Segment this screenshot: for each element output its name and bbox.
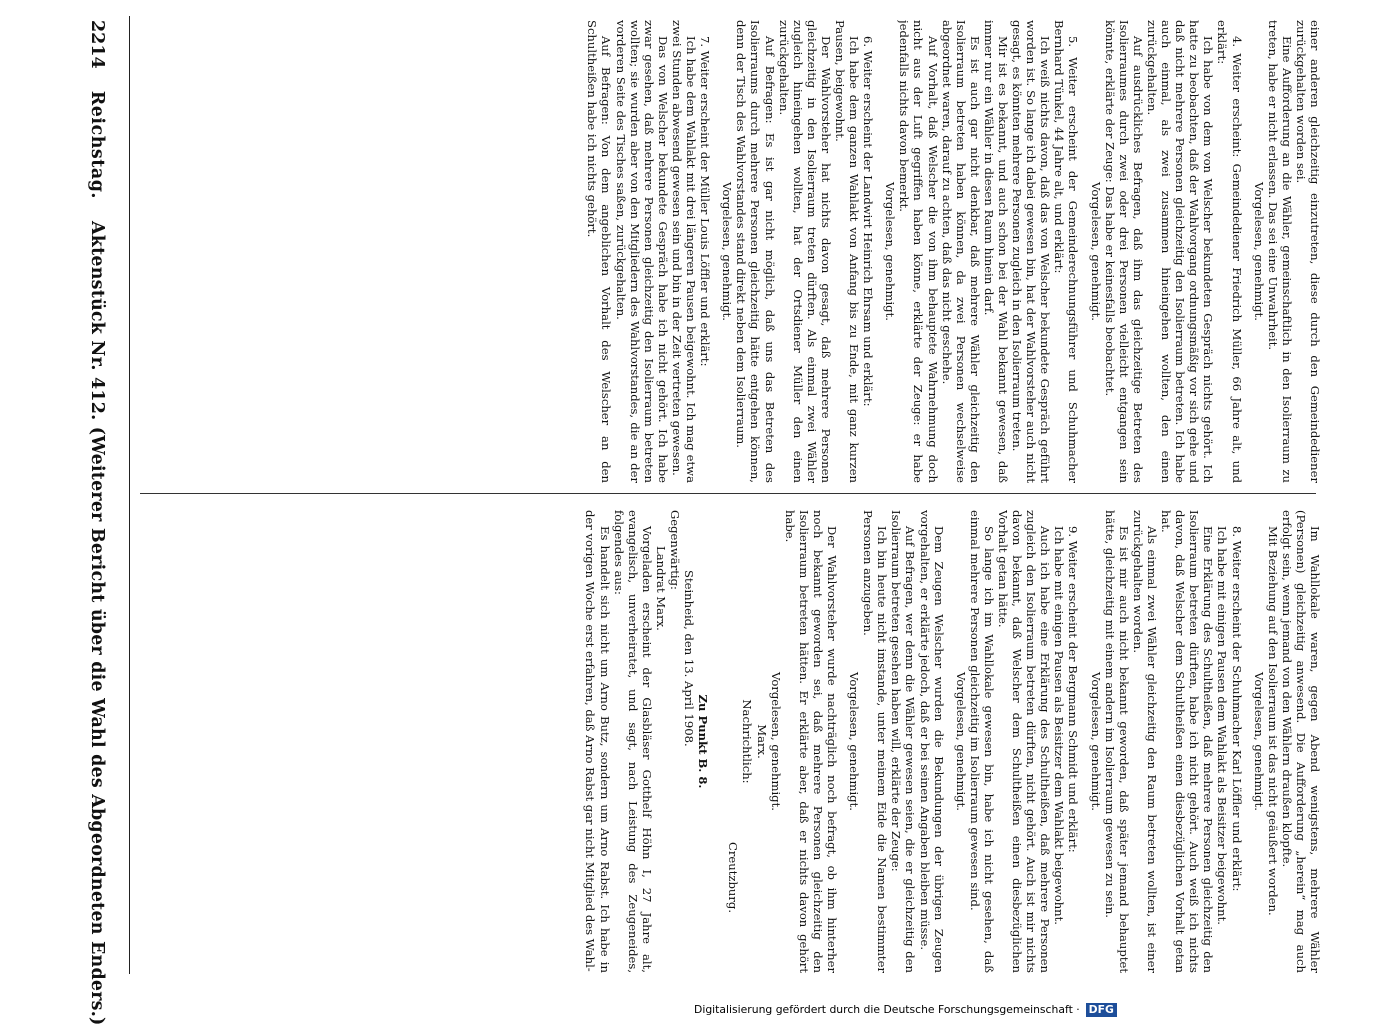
paragraph: Im Wahllokale waren, gegen Abend wenigstens, mehrere Wähler (Personen) gleichzeitig anwesend. Die Aufforderung „herein“ mag auch erfolgt sein, wenn jemand von den Wählern draußen klopfte.	[1279, 510, 1322, 973]
paragraph: Ich habe dem ganzen Wahlakt von Anfang bis zu Ende, mit ganz kurzen Pausen, beigewohnt.	[832, 20, 861, 483]
paragraph: Ich habe von dem von Welscher bekundeten Gespräch nichts gehört. Ich hatte zu beobachten, daß der Wahlvorgang ordnungsmäßig vor sich gehe und daß nicht mehrere Personen gleichzeitig den Isolierraum betreten. Ich habe auch einmal, als zwei zusammen hineingehen wollten, den einen zurückgehalten.	[1144, 20, 1215, 483]
witness-heading: 9. Weiter erscheint der Bergmann Schmidt und erklärt:	[1066, 526, 1080, 853]
paragraph: Eine Erklärung des Schultheißen, daß mehrere Personen gleichzeitig den Isolierraum betreten dürften, habe ich nicht gehört. Auch weiß ich nichts davon, daß Welscher dem Schultheißen einen diesbezüglichen Vorhalt getan hat.	[1158, 510, 1215, 973]
approval-note: Vorgelesen, genehmigt.	[1088, 672, 1103, 811]
paragraph: einer anderen gleichzeitig einzutreten, diese durch den Gemeindediener zurückgehalten worden sei.	[1293, 20, 1322, 483]
paragraph: Der Wahlvorsteher hat nichts davon gesagt, daß mehrere Personen gleichzeitig in den Isolierraum treten dürften. Als einmal zwei Wähler zugleich hineingehen wollten, hat der Ortsdiener Müller den einen zurückgehalten.	[776, 20, 833, 483]
paragraph: Auf ausdrückliches Befragen, daß ihm das gleichzeitige Betreten des Isolierraumes durch zwei oder drei Personen vielleicht entgangen sein könnte, erklärte der Zeuge: Das habe er keinesfalls beobachtet.	[1102, 20, 1145, 483]
paragraph: Auf Befragen, wer denn die Wähler gewesen seien, die er gleichzeitig den Isolierraum betreten gesehen haben will, erklärte der Zeuge:	[888, 510, 917, 973]
approval-note: Vorgelesen, genehmigt.	[1251, 182, 1266, 321]
paragraph: Es handelt sich nicht um Arno Butz, sondern um Arno Rabst. Ich habe in der vorigen Woche erst erfahren, daß Arno Rabst gar nicht Mitglied des Wahl-	[583, 510, 612, 973]
page-number: 2214	[86, 20, 107, 69]
approval-note: Vorgelesen, genehmigt.	[846, 672, 861, 811]
note-label: Nachrichtlich:	[739, 699, 754, 784]
witness-heading: 8. Weiter erscheint der Schuhmacher Karl Löffler und erklärt:	[1229, 526, 1244, 892]
paragraph: Ich habe mit einigen Pausen dem Wahlakt als Beisitzer beigewohnt.	[1214, 526, 1229, 925]
page-title: Aktenstück Nr. 412. (Weiterer Bericht über die Wahl des Abgeordneten Enders.)	[86, 221, 107, 1026]
paragraph: Ich bin heute nicht imstande, unter meinem Eide die Namen bestimmter Personen anzugeben.	[860, 510, 889, 973]
paragraph: Auf Befragen: Von dem angeblichen Vorhalt des Welscher an den Schultheißen habe ich nichts gehört.	[584, 20, 613, 483]
paragraph: Ich habe dem Wahlakt mit drei längeren Pausen beigewohnt. Ich mag etwa zwei Stunden abwesend gewesen sein und bin in der Zeit vertreten gewesen.	[669, 20, 698, 483]
paragraph: Der Wahlvorsteher wurde nachträglich noch befragt, ob ihm hinterher noch bekannt geworden sei, daß mehrere Personen gleichzeitig den Isolierraum betreten hätten. Er erklärte aber, daß er nichts davon gehört habe.	[782, 510, 839, 973]
left-column	[142, 20, 1322, 483]
paragraph: Vorgeladen erscheint der Glasbläser Gotthelf Höhn I, 27 Jahre alt, evangelisch, unverheiratet, und sagt, nach Leistung des Zeugeneides, folgendes aus:	[611, 510, 654, 973]
witness-heading: 4. Weiter erscheint: Gemeindediener Friedrich Müller, 66 Jahre alt, und erklärt:	[1214, 20, 1244, 483]
approval-note: Vorgelesen, genehmigt.	[1088, 182, 1103, 321]
dfg-logo: DFG	[1085, 1003, 1116, 1017]
paragraph: Als einmal zwei Wähler gleichzeitig den Raum betreten wollten, ist einer zurückgehalten worden.	[1130, 510, 1159, 973]
approval-note: Vorgelesen, genehmigt.	[768, 672, 783, 811]
paragraph: Es ist mir auch nicht bekannt geworden, daß später jemand behauptet hätte, gleichzeitig mit einem andern im Isolierraum gewesen zu sein.	[1102, 510, 1131, 973]
header-rule	[129, 16, 130, 974]
page-header	[77, 20, 117, 1026]
approval-note: Vorgelesen, genehmigt.	[719, 182, 734, 321]
source-label: Reichstag.	[86, 90, 107, 200]
witness-heading: 7. Weiter erscheint der Müller Louis Löffler und erklärt:	[697, 36, 712, 367]
present-name: Landrat Marx.	[653, 546, 668, 631]
paragraph: Es ist auch gar nicht denkbar, daß mehrere Wähler gleichzeitig den Isolierraum betreten haben können, da zwei Personen wechselweise abgeordnet waren, darauf zu achten, daß das nicht geschehe.	[939, 20, 982, 483]
paragraph: Eine Aufforderung an die Wähler, gemeinschaftlich in den Isolierraum zu treten, habe er nicht erlassen. Das sei eine Unwahrheit.	[1265, 20, 1294, 483]
right-column	[142, 510, 1322, 973]
column-divider	[140, 493, 1316, 494]
signature-marx: Marx.	[754, 724, 769, 759]
paragraph: Auch ich habe eine Erklärung des Schultheißen, daß mehrere Personen zugleich den Isolierraum betreten dürften, nicht gehört. Auch ist mir nichts davon bekannt, daß Welscher dem Schultheißen einen diesbezüglichen Vorhalt getan hätte.	[995, 510, 1052, 973]
paragraph: Auf Vorhalt, daß Welscher die von ihm behauptete Wahrnehmung doch nicht aus der Luft gegriffen haben könne, erklärte der Zeuge: er habe jedenfalls nichts davon bemerkt.	[896, 20, 940, 483]
paragraph: Auf Befragen: Es ist gar nicht möglich, daß uns das Betreten des Isolierraums durch mehrere Personen gleichzeitig hätte entgehen können, denn der Tisch des Wahlvorstandes stand direkt neben dem Isolierraum.	[733, 20, 777, 483]
approval-note: Vorgelesen, genehmigt.	[882, 182, 897, 321]
paragraph: Mir ist es bekannt, und auch schon bei der Wahl bekannt gewesen, daß immer nur ein Wähler in diesen Raum hinein darf.	[981, 20, 1010, 483]
place-date: Steinheid, den 13. April 1908.	[681, 570, 696, 747]
paragraph: Ich habe mit einigen Pausen als Beisitzer dem Wahlakt beigewohnt.	[1051, 526, 1066, 925]
signature-creutzburg: Creutzburg.	[725, 841, 740, 913]
digitization-credit	[694, 1000, 1334, 1020]
section-heading: Zu Punkt B. 8.	[695, 694, 710, 789]
paragraph: Mit Beziehung auf den Isolierraum ist das nicht geäußert worden.	[1265, 526, 1280, 916]
witness-heading: 6. Weiter erscheint der Landwirt Heinrich Ehrsam und erklärt:	[860, 36, 875, 407]
paragraph: Dem Zeugen Welscher wurden die Bekundungen der übrigen Zeugen vorgehalten, er erklärte jedoch, daß er bei seinen Angaben bleiben müsse.	[917, 510, 946, 973]
approval-note: Vorgelesen, genehmigt.	[953, 672, 968, 811]
present-label: Gegenwärtig:	[667, 510, 682, 590]
witness-heading: 5. Weiter erscheint der Gemeinderechnungsführer und Schuhmacher Bernhard Tünkel, 44 Jahre alt, und erklärt:	[1051, 20, 1080, 483]
paragraph: Ich weiß nichts davon, daß das von Welscher bekundete Gespräch geführt worden ist. So lange ich dabei gewesen bin, hat der Wahlvorsteher auch nicht gesagt, es könnten mehrere Personen zugleich in den Isolierraum treten.	[1009, 20, 1052, 483]
credit-text: Digitalisierung gefördert durch die Deutsche Forschungsgemeinschaft ·	[693, 1003, 1080, 1016]
rotated-page	[42, 0, 1342, 1026]
paragraph: So lange ich im Wahllokale gewesen bin, habe ich nicht gesehen, daß einmal mehrere Personen gleichzeitig im Isolierraum gewesen sind.	[967, 510, 996, 973]
paragraph: Das von Welscher bekundete Gespräch habe ich nicht gehört. Ich habe zwar gesehen, daß mehrere Personen gleichzeitig den Isolierraum betreten wollten; sie wurden aber von den Mitgliedern des Wahlvorstandes, die an der vorderen Seite des Tisches saßen, zurückgehalten.	[613, 20, 670, 483]
approval-note: Vorgelesen, genehmigt.	[1251, 672, 1266, 811]
